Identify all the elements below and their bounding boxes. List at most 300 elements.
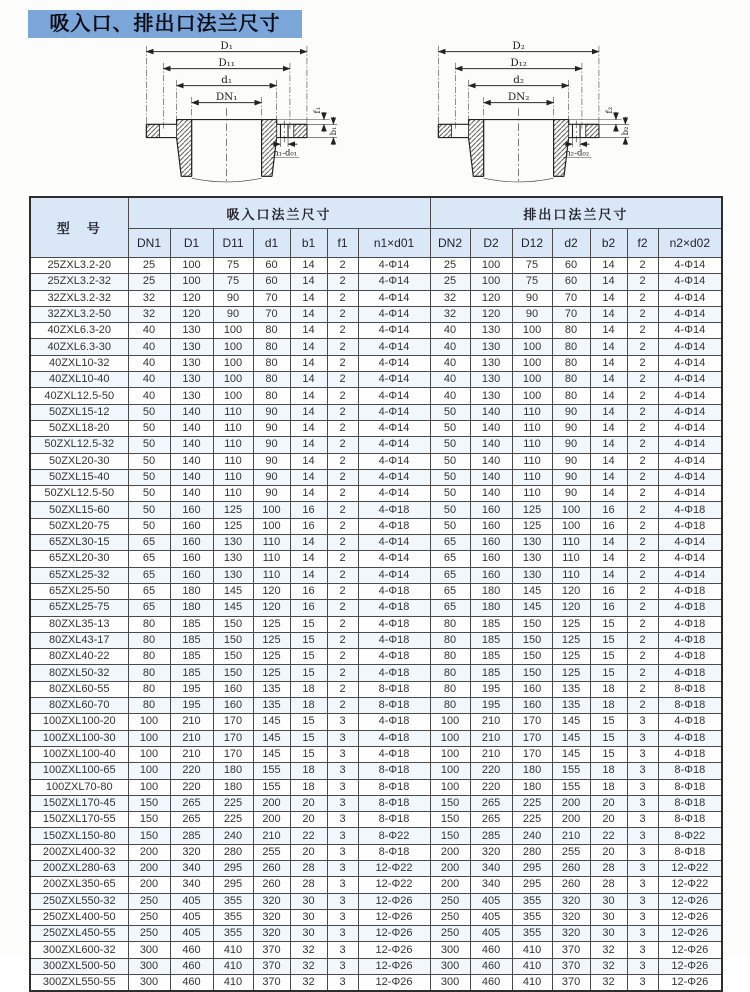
value-cell: 180: [170, 583, 213, 599]
value-cell: 140: [470, 404, 512, 420]
value-cell: 40: [430, 388, 470, 404]
value-cell: 14: [590, 453, 627, 469]
table-row: [30, 795, 722, 811]
value-cell: 170: [213, 730, 253, 746]
value-cell: 14: [590, 323, 627, 339]
value-cell: 3: [627, 714, 658, 730]
value-cell: 4-Φ18: [658, 649, 722, 665]
value-cell: 4-Φ14: [358, 469, 430, 485]
value-cell: 140: [170, 469, 213, 485]
value-cell: 80: [128, 681, 170, 697]
dim-label-n2-d02: n₂-d₀₂: [565, 148, 590, 159]
value-cell: 70: [253, 290, 290, 306]
value-cell: 140: [170, 437, 213, 453]
value-cell: 60: [552, 258, 590, 274]
value-cell: 185: [170, 665, 213, 681]
value-cell: 3: [327, 812, 358, 828]
value-cell: 2: [327, 632, 358, 648]
value-cell: 50: [128, 404, 170, 420]
value-cell: 4-Φ14: [658, 551, 722, 567]
model-cell: 40ZXL6.3-30: [30, 339, 128, 355]
value-cell: 4-Φ18: [658, 502, 722, 518]
value-cell: 3: [327, 860, 358, 876]
value-cell: 4-Φ14: [658, 339, 722, 355]
value-cell: 65: [128, 535, 170, 551]
value-cell: 150: [213, 616, 253, 632]
model-cell: 250ZXL400-50: [30, 909, 128, 925]
value-cell: 18: [290, 779, 327, 795]
value-cell: 4-Φ14: [658, 437, 722, 453]
value-cell: 12-Φ26: [658, 893, 722, 909]
value-cell: 25: [128, 258, 170, 274]
column-header: DN1: [128, 229, 170, 258]
value-cell: 8-Φ18: [658, 681, 722, 697]
value-cell: 8-Φ18: [358, 681, 430, 697]
table-row: [30, 583, 722, 599]
value-cell: 3: [627, 812, 658, 828]
value-cell: 135: [552, 698, 590, 714]
value-cell: 30: [590, 926, 627, 942]
value-cell: 100: [430, 714, 470, 730]
value-cell: 90: [512, 306, 552, 322]
value-cell: 65: [128, 567, 170, 583]
value-cell: 2: [627, 274, 658, 290]
value-cell: 3: [627, 779, 658, 795]
value-cell: 2: [327, 388, 358, 404]
value-cell: 220: [170, 763, 213, 779]
value-cell: 3: [327, 714, 358, 730]
value-cell: 2: [327, 274, 358, 290]
value-cell: 15: [290, 632, 327, 648]
value-cell: 4-Φ14: [658, 469, 722, 485]
value-cell: 260: [253, 877, 290, 893]
value-cell: 90: [552, 404, 590, 420]
value-cell: 8-Φ18: [358, 844, 430, 860]
model-cell: 150ZXL170-55: [30, 812, 128, 828]
value-cell: 140: [470, 486, 512, 502]
value-cell: 140: [470, 469, 512, 485]
value-cell: 320: [552, 893, 590, 909]
value-cell: 370: [253, 958, 290, 974]
value-cell: 2: [327, 404, 358, 420]
table-row: [30, 535, 722, 551]
value-cell: 170: [512, 730, 552, 746]
value-cell: 210: [253, 828, 290, 844]
value-cell: 150: [512, 649, 552, 665]
column-header: n2×d02: [658, 229, 722, 258]
value-cell: 2: [627, 535, 658, 551]
table-row: [30, 860, 722, 876]
value-cell: 16: [290, 502, 327, 518]
value-cell: 160: [470, 567, 512, 583]
value-cell: 160: [170, 502, 213, 518]
value-cell: 90: [552, 486, 590, 502]
value-cell: 90: [253, 453, 290, 469]
table-row: [30, 746, 722, 762]
value-cell: 100: [512, 388, 552, 404]
value-cell: 150: [430, 828, 470, 844]
value-cell: 2: [327, 681, 358, 697]
value-cell: 2: [627, 339, 658, 355]
discharge-flange-diagram: [410, 38, 632, 188]
value-cell: 8-Φ18: [358, 763, 430, 779]
value-cell: 14: [290, 306, 327, 322]
value-cell: 300: [430, 942, 470, 958]
model-cell: 100ZXL70-80: [30, 779, 128, 795]
value-cell: 110: [213, 469, 253, 485]
model-cell: 65ZXL25-50: [30, 583, 128, 599]
value-cell: 195: [170, 698, 213, 714]
value-cell: 180: [470, 583, 512, 599]
value-cell: 2: [627, 616, 658, 632]
value-cell: 160: [213, 698, 253, 714]
value-cell: 110: [512, 486, 552, 502]
value-cell: 20: [590, 844, 627, 860]
model-cell: 200ZXL280-63: [30, 860, 128, 876]
value-cell: 65: [128, 600, 170, 616]
value-cell: 20: [590, 812, 627, 828]
value-cell: 3: [327, 779, 358, 795]
value-cell: 14: [290, 274, 327, 290]
value-cell: 4-Φ14: [358, 535, 430, 551]
table-row: [30, 812, 722, 828]
value-cell: 22: [290, 828, 327, 844]
value-cell: 185: [470, 616, 512, 632]
value-cell: 210: [470, 714, 512, 730]
value-cell: 200: [253, 795, 290, 811]
value-cell: 16: [590, 502, 627, 518]
value-cell: 40: [128, 372, 170, 388]
value-cell: 355: [213, 926, 253, 942]
value-cell: 80: [430, 681, 470, 697]
value-cell: 80: [552, 372, 590, 388]
value-cell: 25: [430, 274, 470, 290]
value-cell: 160: [470, 518, 512, 534]
value-cell: 100: [253, 502, 290, 518]
model-cell: 100ZXL100-20: [30, 714, 128, 730]
value-cell: 4-Φ18: [358, 649, 430, 665]
value-cell: 80: [430, 649, 470, 665]
value-cell: 3: [327, 975, 358, 992]
value-cell: 14: [290, 372, 327, 388]
value-cell: 100: [128, 763, 170, 779]
value-cell: 8-Φ22: [658, 828, 722, 844]
value-cell: 200: [430, 844, 470, 860]
value-cell: 280: [213, 844, 253, 860]
value-cell: 320: [253, 926, 290, 942]
value-cell: 32: [590, 975, 627, 992]
value-cell: 410: [213, 942, 253, 958]
value-cell: 130: [470, 372, 512, 388]
value-cell: 2: [627, 502, 658, 518]
value-cell: 4-Φ18: [358, 730, 430, 746]
dim-label-f2: f₂: [605, 106, 616, 114]
value-cell: 410: [213, 958, 253, 974]
value-cell: 70: [552, 290, 590, 306]
model-cell: 80ZXL60-70: [30, 698, 128, 714]
value-cell: 460: [170, 942, 213, 958]
value-cell: 90: [552, 420, 590, 436]
value-cell: 100: [213, 323, 253, 339]
value-cell: 18: [590, 763, 627, 779]
value-cell: 2: [627, 404, 658, 420]
value-cell: 12-Φ26: [658, 975, 722, 992]
value-cell: 2: [327, 583, 358, 599]
value-cell: 125: [253, 632, 290, 648]
value-cell: 16: [590, 583, 627, 599]
value-cell: 90: [552, 453, 590, 469]
value-cell: 160: [170, 567, 213, 583]
value-cell: 14: [290, 388, 327, 404]
value-cell: 14: [590, 339, 627, 355]
value-cell: 125: [213, 518, 253, 534]
value-cell: 3: [627, 909, 658, 925]
value-cell: 155: [552, 779, 590, 795]
model-cell: 100ZXL100-40: [30, 746, 128, 762]
value-cell: 2: [327, 420, 358, 436]
value-cell: 4-Φ18: [658, 746, 722, 762]
value-cell: 4-Φ14: [358, 486, 430, 502]
value-cell: 22: [590, 828, 627, 844]
value-cell: 32: [128, 306, 170, 322]
value-cell: 110: [253, 535, 290, 551]
value-cell: 150: [512, 665, 552, 681]
value-cell: 160: [470, 502, 512, 518]
value-cell: 140: [470, 453, 512, 469]
value-cell: 2: [627, 518, 658, 534]
value-cell: 130: [470, 339, 512, 355]
value-cell: 285: [470, 828, 512, 844]
value-cell: 2: [327, 698, 358, 714]
value-cell: 3: [327, 763, 358, 779]
value-cell: 210: [470, 746, 512, 762]
value-cell: 120: [470, 290, 512, 306]
value-cell: 295: [512, 877, 552, 893]
value-cell: 14: [290, 535, 327, 551]
value-cell: 3: [627, 942, 658, 958]
value-cell: 14: [590, 372, 627, 388]
value-cell: 80: [128, 649, 170, 665]
value-cell: 20: [290, 844, 327, 860]
value-cell: 100: [430, 779, 470, 795]
value-cell: 16: [290, 583, 327, 599]
value-cell: 100: [430, 763, 470, 779]
value-cell: 145: [213, 600, 253, 616]
value-cell: 14: [590, 420, 627, 436]
value-cell: 110: [552, 567, 590, 583]
dim-label-n1-d01: n₁-d₀₁: [273, 148, 298, 159]
table-row: [30, 453, 722, 469]
value-cell: 14: [290, 355, 327, 371]
value-cell: 4-Φ14: [658, 486, 722, 502]
model-cell: 80ZXL35-13: [30, 616, 128, 632]
value-cell: 370: [253, 975, 290, 992]
value-cell: 8-Φ18: [358, 698, 430, 714]
table-row: [30, 877, 722, 893]
value-cell: 80: [552, 339, 590, 355]
value-cell: 4-Φ14: [358, 404, 430, 420]
value-cell: 185: [170, 632, 213, 648]
value-cell: 410: [512, 942, 552, 958]
value-cell: 14: [290, 420, 327, 436]
value-cell: 150: [512, 632, 552, 648]
value-cell: 50: [430, 502, 470, 518]
value-cell: 60: [253, 274, 290, 290]
value-cell: 4-Φ14: [658, 567, 722, 583]
value-cell: 18: [590, 779, 627, 795]
value-cell: 3: [627, 958, 658, 974]
value-cell: 145: [213, 583, 253, 599]
value-cell: 170: [213, 714, 253, 730]
value-cell: 320: [470, 844, 512, 860]
value-cell: 15: [290, 649, 327, 665]
value-cell: 320: [253, 909, 290, 925]
value-cell: 75: [213, 258, 253, 274]
value-cell: 2: [627, 551, 658, 567]
table-row: [30, 844, 722, 860]
column-header: b1: [290, 229, 327, 258]
value-cell: 140: [470, 420, 512, 436]
value-cell: 28: [290, 860, 327, 876]
value-cell: 40: [430, 372, 470, 388]
value-cell: 220: [170, 779, 213, 795]
value-cell: 8-Φ18: [658, 763, 722, 779]
value-cell: 25: [430, 258, 470, 274]
value-cell: 100: [128, 779, 170, 795]
model-cell: 50ZXL15-12: [30, 404, 128, 420]
value-cell: 120: [552, 600, 590, 616]
value-cell: 460: [170, 958, 213, 974]
value-cell: 110: [512, 469, 552, 485]
value-cell: 12-Φ26: [358, 909, 430, 925]
value-cell: 25: [128, 274, 170, 290]
value-cell: 14: [590, 535, 627, 551]
value-cell: 225: [213, 812, 253, 828]
value-cell: 3: [327, 828, 358, 844]
value-cell: 3: [627, 877, 658, 893]
value-cell: 100: [552, 502, 590, 518]
value-cell: 125: [552, 616, 590, 632]
value-cell: 240: [512, 828, 552, 844]
value-cell: 16: [290, 518, 327, 534]
value-cell: 18: [290, 698, 327, 714]
value-cell: 18: [590, 681, 627, 697]
value-cell: 155: [552, 763, 590, 779]
value-cell: 80: [430, 616, 470, 632]
value-cell: 65: [430, 567, 470, 583]
value-cell: 3: [627, 795, 658, 811]
value-cell: 12-Φ22: [358, 860, 430, 876]
value-cell: 80: [253, 355, 290, 371]
value-cell: 60: [253, 258, 290, 274]
value-cell: 4-Φ18: [358, 600, 430, 616]
dim-label-D1: D₁: [220, 39, 233, 52]
model-cell: 65ZXL25-75: [30, 600, 128, 616]
value-cell: 155: [253, 779, 290, 795]
value-cell: 50: [128, 486, 170, 502]
value-cell: 2: [327, 616, 358, 632]
value-cell: 185: [470, 649, 512, 665]
value-cell: 100: [552, 518, 590, 534]
table-row: [30, 763, 722, 779]
value-cell: 125: [552, 632, 590, 648]
value-cell: 70: [253, 306, 290, 322]
value-cell: 160: [512, 698, 552, 714]
value-cell: 2: [327, 649, 358, 665]
value-cell: 145: [253, 714, 290, 730]
value-cell: 3: [327, 746, 358, 762]
value-cell: 300: [128, 942, 170, 958]
value-cell: 4-Φ14: [658, 404, 722, 420]
value-cell: 3: [627, 844, 658, 860]
value-cell: 4-Φ18: [358, 518, 430, 534]
value-cell: 40: [128, 355, 170, 371]
model-cell: 65ZXL20-30: [30, 551, 128, 567]
value-cell: 140: [470, 437, 512, 453]
model-cell: 50ZXL20-30: [30, 453, 128, 469]
value-cell: 130: [512, 567, 552, 583]
value-cell: 355: [213, 893, 253, 909]
value-cell: 150: [128, 795, 170, 811]
model-cell: 80ZXL43-17: [30, 632, 128, 648]
value-cell: 15: [590, 632, 627, 648]
value-cell: 14: [590, 274, 627, 290]
value-cell: 100: [430, 730, 470, 746]
value-cell: 250: [430, 926, 470, 942]
value-cell: 40: [128, 388, 170, 404]
value-cell: 18: [290, 763, 327, 779]
value-cell: 4-Φ14: [358, 551, 430, 567]
value-cell: 220: [470, 763, 512, 779]
value-cell: 4-Φ18: [358, 502, 430, 518]
value-cell: 185: [170, 649, 213, 665]
value-cell: 14: [590, 306, 627, 322]
value-cell: 80: [128, 665, 170, 681]
value-cell: 150: [128, 812, 170, 828]
value-cell: 20: [290, 812, 327, 828]
table-row: [30, 502, 722, 518]
table-row: [30, 893, 722, 909]
value-cell: 12-Φ26: [658, 926, 722, 942]
value-cell: 140: [170, 420, 213, 436]
value-cell: 225: [512, 795, 552, 811]
value-cell: 80: [253, 388, 290, 404]
value-cell: 110: [512, 453, 552, 469]
value-cell: 3: [327, 795, 358, 811]
value-cell: 15: [590, 746, 627, 762]
value-cell: 65: [128, 583, 170, 599]
model-cell: 250ZXL550-32: [30, 893, 128, 909]
value-cell: 16: [590, 518, 627, 534]
value-cell: 405: [170, 893, 213, 909]
value-cell: 120: [470, 306, 512, 322]
model-cell: 25ZXL3.2-32: [30, 274, 128, 290]
value-cell: 8-Φ18: [658, 844, 722, 860]
value-cell: 370: [552, 942, 590, 958]
value-cell: 135: [253, 698, 290, 714]
value-cell: 4-Φ14: [358, 453, 430, 469]
value-cell: 405: [470, 893, 512, 909]
value-cell: 50: [430, 437, 470, 453]
value-cell: 12-Φ26: [358, 975, 430, 992]
value-cell: 15: [590, 714, 627, 730]
value-cell: 100: [128, 714, 170, 730]
value-cell: 4-Φ18: [658, 665, 722, 681]
value-cell: 2: [327, 372, 358, 388]
value-cell: 130: [170, 372, 213, 388]
value-cell: 4-Φ14: [358, 388, 430, 404]
value-cell: 2: [627, 486, 658, 502]
